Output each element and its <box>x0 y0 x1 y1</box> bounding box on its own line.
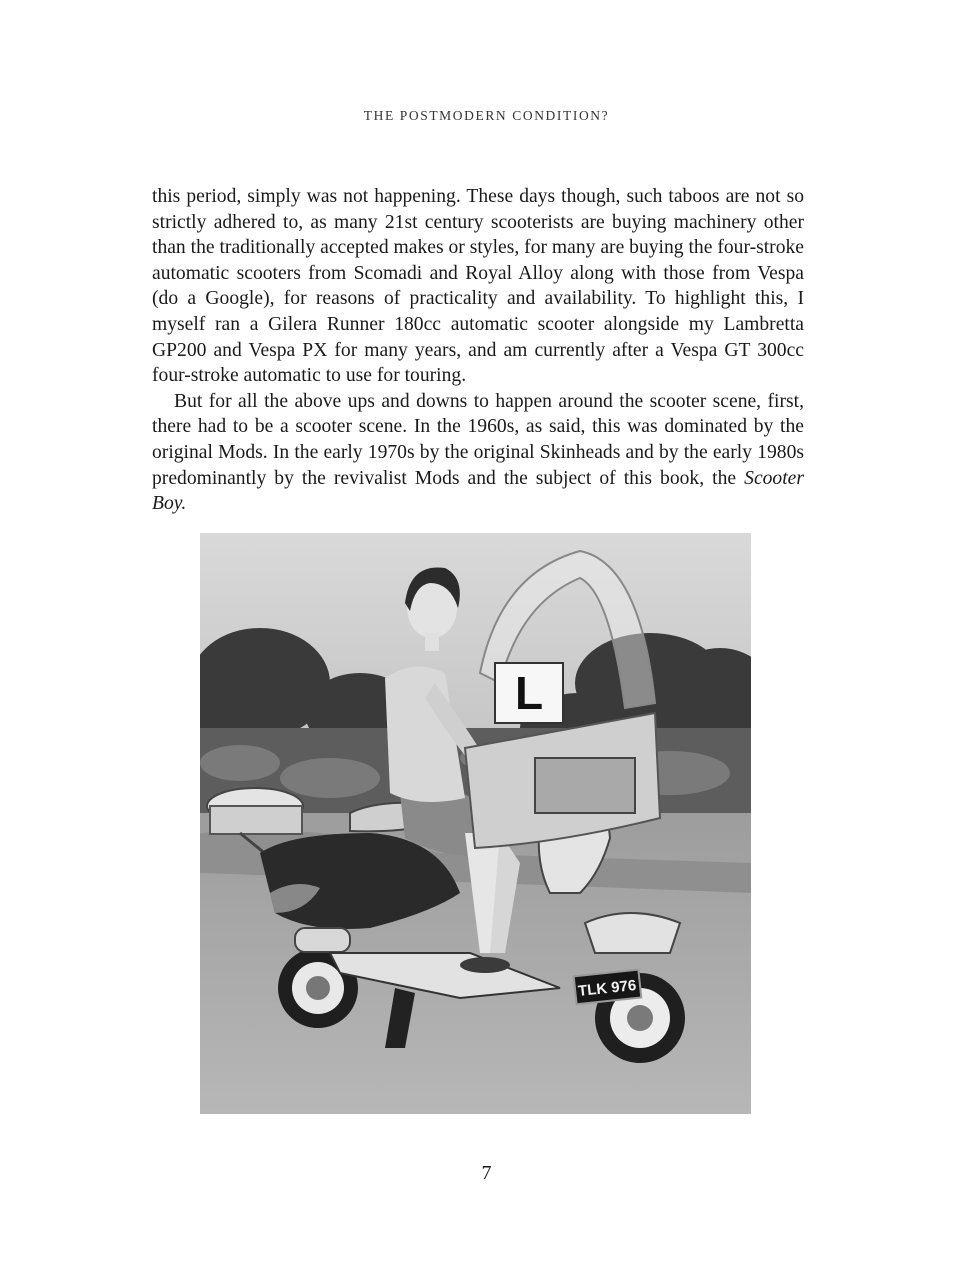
photo-illustration <box>200 533 751 1114</box>
number-plate <box>574 970 642 1005</box>
page-number: 7 <box>481 1162 492 1184</box>
body-text <box>152 184 804 517</box>
scooter-photograph <box>200 533 751 1114</box>
learner-plate <box>495 663 563 723</box>
paragraph-2-text: But for all the above ups and downs to happen around the scooter scene, first, there had to be a scooter scene. In the 1960s, as said, this was dominated by the original Mods. In the early 1970s by the original Skinheads and by the early 1980s predominantly by the revivalist Mods and the subject of this book, the <box>152 390 804 489</box>
book-title-italic: Scooter Boy. <box>152 467 804 515</box>
exhaust-pipe <box>295 928 350 952</box>
running-head: THE POSTMODERN CONDITION? <box>363 108 610 123</box>
paragraph-2 <box>152 389 804 517</box>
paragraph-1: this period, simply was not happening. These days though, such taboos are not so strictly adhered to, as many 21st century scooterists are buying machinery other than the traditionally accepted makes or styles, for many are buying the four-stroke automatic scooters from Scomadi and Royal Alloy along with those from Vespa (do a Google), for reasons of practicality and availability. To highlight this, I myself ran a Gilera Runner 180cc automatic scooter alongside my Lambretta GP200 and Vespa PX for many years, and am currently after a Vespa GT 300cc four-stroke automatic to use for touring. <box>152 186 804 387</box>
number-plate-text: TLK 976 <box>577 976 638 1000</box>
apron-window <box>535 758 635 813</box>
learner-plate-letter: L <box>514 667 544 719</box>
front-mudguard <box>585 913 680 953</box>
